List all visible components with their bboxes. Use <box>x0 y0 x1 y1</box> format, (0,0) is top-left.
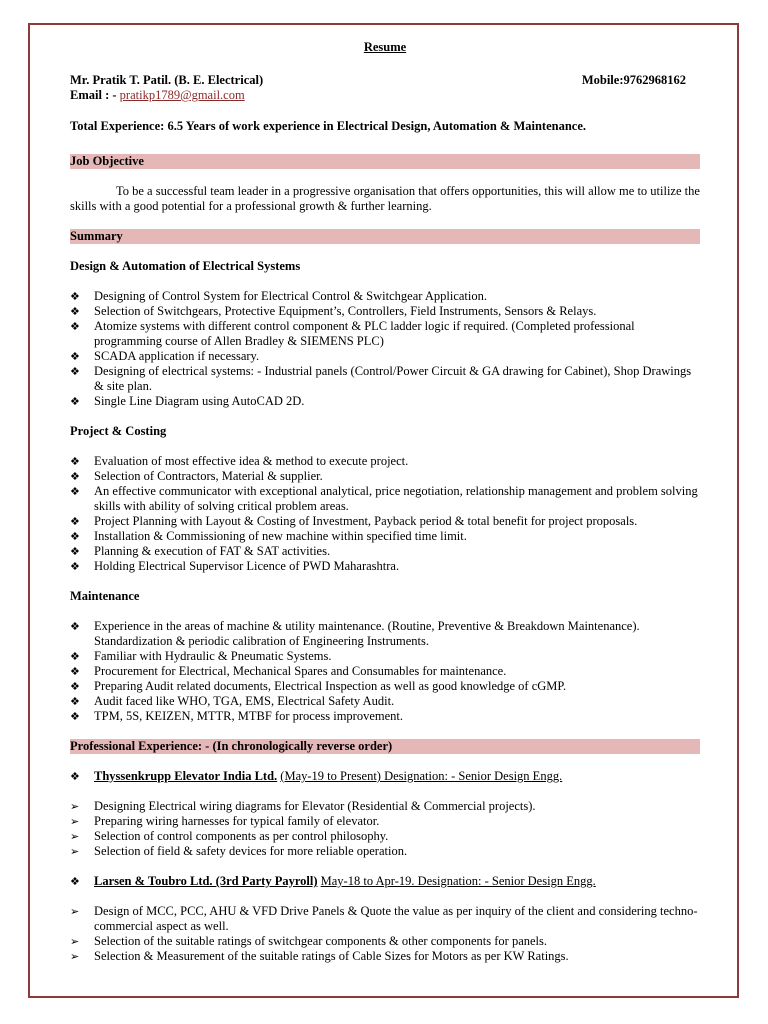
total-experience: Total Experience: 6.5 Years of work experience in Electrical Design, Automation & Maintenance. <box>70 119 587 133</box>
diamond-bullet-icon: ❖ <box>70 620 80 633</box>
mobile-number: Mobile:9762968162 <box>581 73 686 87</box>
company-name: Larsen & Toubro Ltd. (3rd Party Payroll) <box>94 874 318 888</box>
diamond-bullet-icon: ❖ <box>70 650 80 663</box>
arrow-bullet-icon: ➢ <box>70 800 80 813</box>
list-item: ❖ Preparing Audit related documents, Electrical Inspection as well as good knowledge of cGMP. <box>70 679 567 693</box>
list-item: ➢ Selection & Measurement of the suitable ratings of Cable Sizes for Motors as per KW Ratings. <box>70 949 569 963</box>
company-name: Thyssenkrupp Elevator India Ltd. <box>94 769 278 783</box>
diamond-bullet-icon: ❖ <box>70 455 80 468</box>
job-detail: May-18 to Apr-19. Designation: - Senior Design Engg. <box>320 874 596 888</box>
candidate-name: Mr. Pratik T. Patil. (B. E. Electrical) <box>70 73 264 87</box>
job-heading-thyssenkrupp <box>70 769 700 784</box>
diamond-bullet-icon: ❖ <box>70 350 80 363</box>
email-label: Email : - <box>70 88 117 102</box>
list-item: ❖ Designing of electrical systems: - Industrial panels (Control/Power Circuit & GA drawing for Cabinet), Shop Drawings & site plan. <box>70 364 692 393</box>
contact-row <box>70 73 700 88</box>
design-automation-list <box>70 289 700 409</box>
thyssenkrupp-duties-list <box>70 799 700 859</box>
diamond-bullet-icon: ❖ <box>70 485 80 498</box>
job-detail: (May-19 to Present) Designation: - Senior Design Engg. <box>280 769 563 783</box>
arrow-bullet-icon: ➢ <box>70 845 80 858</box>
maintenance-list <box>70 619 700 724</box>
resume-title: Resume <box>363 40 407 54</box>
list-item: ❖ TPM, 5S, KEIZEN, MTTR, MTBF for process improvement. <box>70 709 404 723</box>
job-objective-heading: Job Objective <box>70 154 700 169</box>
summary-group-title: Project & Costing <box>70 424 167 438</box>
arrow-bullet-icon: ➢ <box>70 830 80 843</box>
diamond-bullet-icon: ❖ <box>70 470 80 483</box>
list-item: ❖ Atomize systems with different control component & PLC ladder logic if required. (Completed professional programming course of Allen Bradley & SIEMENS PLC) <box>70 319 635 348</box>
list-item: ➢ Selection of field & safety devices for more reliable operation. <box>70 844 408 858</box>
diamond-bullet-icon: ❖ <box>70 875 80 888</box>
diamond-bullet-icon: ❖ <box>70 680 80 693</box>
list-item: ➢ Design of MCC, PCC, AHU & VFD Drive Panels & Quote the value as per inquiry of the client and considering techno-commercial aspect as well. <box>70 904 698 933</box>
list-item: ❖ SCADA application if necessary. <box>70 349 260 363</box>
arrow-bullet-icon: ➢ <box>70 905 80 918</box>
diamond-bullet-icon: ❖ <box>70 695 80 708</box>
list-item: ❖ Project Planning with Layout & Costing of Investment, Payback period & total benefit for project proposals. <box>70 514 638 528</box>
diamond-bullet-icon: ❖ <box>70 305 80 318</box>
diamond-bullet-icon: ❖ <box>70 710 80 723</box>
list-item: ❖ An effective communicator with exceptional analytical, price negotiation, relationship management and problem solving skills with ability of solving critical problem areas. <box>70 484 698 513</box>
list-item: ➢ Selection of control components as per control philosophy. <box>70 829 389 843</box>
list-item: ❖ Designing of Control System for Electrical Control & Switchgear Application. <box>70 289 487 303</box>
list-item: ❖ Audit faced like WHO, TGA, EMS, Electrical Safety Audit. <box>70 694 395 708</box>
resume-content <box>70 40 700 964</box>
arrow-bullet-icon: ➢ <box>70 935 80 948</box>
professional-experience-heading: Professional Experience: - (In chronologically reverse order) <box>70 739 700 754</box>
list-item: ❖ Installation & Commissioning of new machine within specified time limit. <box>70 529 467 543</box>
diamond-bullet-icon: ❖ <box>70 665 80 678</box>
diamond-bullet-icon: ❖ <box>70 365 80 378</box>
list-item: ➢ Preparing wiring harnesses for typical family of elevator. <box>70 814 380 828</box>
list-item: ❖ Experience in the areas of machine & utility maintenance. (Routine, Preventive & Breakdown Maintenance). Standardization & periodic calibration of Engineering Instruments. <box>70 619 640 648</box>
diamond-bullet-icon: ❖ <box>70 320 80 333</box>
list-item: ❖ Selection of Contractors, Material & supplier. <box>70 469 323 483</box>
email-row <box>70 88 700 103</box>
list-item: ❖ Holding Electrical Supervisor Licence of PWD Maharashtra. <box>70 559 400 573</box>
list-item: ➢ Selection of the suitable ratings of switchgear components & other components for panels. <box>70 934 548 948</box>
list-item: ❖ Selection of Switchgears, Protective Equipment’s, Controllers, Field Instruments, Sensors & Relays. <box>70 304 597 318</box>
diamond-bullet-icon: ❖ <box>70 530 80 543</box>
diamond-bullet-icon: ❖ <box>70 770 80 783</box>
list-item: ➢ Designing Electrical wiring diagrams for Elevator (Residential & Commercial projects). <box>70 799 536 813</box>
job-heading-larsen-toubro <box>70 874 700 889</box>
summary-group-title: Maintenance <box>70 589 140 603</box>
summary-group-title: Design & Automation of Electrical Systems <box>70 259 301 273</box>
job-objective-text: To be a successful team leader in a progressive organisation that offers opportunities, this will allow me to utilize the skills with a good potential for a professional growth & further learning. <box>70 184 700 213</box>
email-link[interactable]: pratikp1789@gmail.com <box>119 88 245 102</box>
diamond-bullet-icon: ❖ <box>70 545 80 558</box>
list-item: ❖ Procurement for Electrical, Mechanical Spares and Consumables for maintenance. <box>70 664 507 678</box>
list-item: ❖ Familiar with Hydraulic & Pneumatic Systems. <box>70 649 332 663</box>
summary-heading: Summary <box>70 229 700 244</box>
arrow-bullet-icon: ➢ <box>70 950 80 963</box>
list-item: ❖ Planning & execution of FAT & SAT activities. <box>70 544 331 558</box>
diamond-bullet-icon: ❖ <box>70 560 80 573</box>
larsen-toubro-duties-list <box>70 904 700 964</box>
project-costing-list <box>70 454 700 574</box>
diamond-bullet-icon: ❖ <box>70 515 80 528</box>
arrow-bullet-icon: ➢ <box>70 815 80 828</box>
diamond-bullet-icon: ❖ <box>70 395 80 408</box>
list-item: ❖ Single Line Diagram using AutoCAD 2D. <box>70 394 305 408</box>
list-item: ❖ Evaluation of most effective idea & method to execute project. <box>70 454 409 468</box>
diamond-bullet-icon: ❖ <box>70 290 80 303</box>
